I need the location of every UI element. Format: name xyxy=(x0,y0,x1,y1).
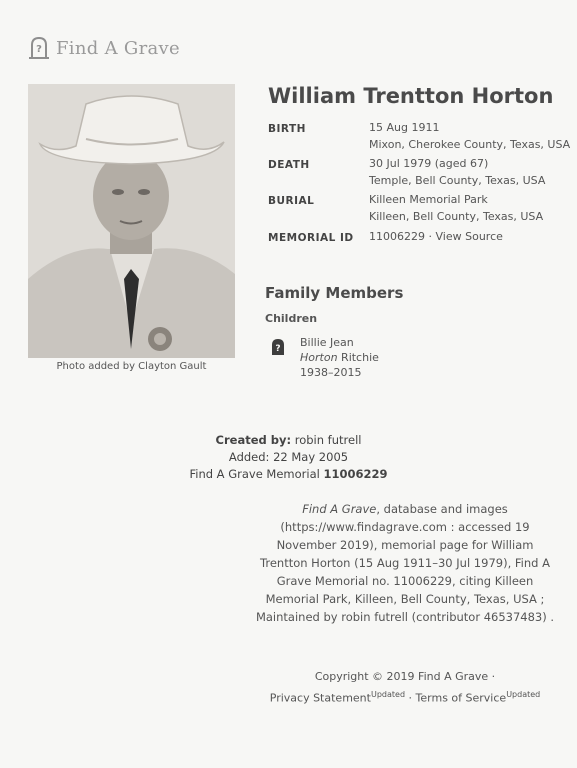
copyright: Copyright © 2019 Find A Grave · xyxy=(314,670,496,683)
memorial-id-value: 11006229 · View Source xyxy=(369,230,503,243)
child-first-name: Billie Jean xyxy=(300,336,354,349)
created-by-label: Created by: xyxy=(215,433,292,447)
terms-of-service-link[interactable]: Terms of Service xyxy=(415,691,507,705)
death-place: Temple, Bell County, Texas, USA xyxy=(369,174,546,187)
svg-text:?: ? xyxy=(275,344,281,354)
burial-value xyxy=(369,191,543,225)
memorial-text: Find A Grave Memorial xyxy=(189,467,320,481)
privacy-updated-badge: Updated xyxy=(370,690,406,699)
terms-updated-badge: Updated xyxy=(506,690,541,699)
citation-text: , database and images (https://www.findagrave.com : accessed 19 November 2019), memorial page for William Trentton Horton (15 Aug 1911–30 Jul 1979), Find A Grave Memorial no. 11006229, citing Killeen Memorial Park, Killeen, Bell County, Texas, USA ; Maintained by robin futrell (contributor 46537483) . xyxy=(255,502,555,624)
portrait-image xyxy=(28,84,235,358)
birth-label: BIRTH xyxy=(268,123,306,135)
citation xyxy=(255,500,555,626)
find-a-grave-logo-icon xyxy=(28,36,50,60)
birth-date: 15 Aug 1911 xyxy=(369,121,440,134)
children-label: Children xyxy=(265,312,318,325)
created-memorial-id: 11006229 xyxy=(323,467,388,481)
death-label: DEATH xyxy=(268,159,310,171)
added-date: Added: 22 May 2005 xyxy=(228,450,349,464)
memorial-id-label: MEMORIAL ID xyxy=(268,232,354,244)
footer-separator: · xyxy=(408,691,413,705)
question-headstone-icon xyxy=(270,338,286,356)
family-members-heading: Family Members xyxy=(265,284,404,302)
burial-location: Killeen, Bell County, Texas, USA xyxy=(369,210,544,223)
memorial-photo[interactable] xyxy=(28,84,235,358)
memorial-id: 11006229 xyxy=(369,230,425,243)
view-source-link[interactable]: View Source xyxy=(435,230,503,243)
citation-source: Find A Grave xyxy=(302,502,377,516)
death-date: 30 Jul 1979 (aged 67) xyxy=(369,157,489,170)
photo-caption: Photo added by Clayton Gault xyxy=(56,361,207,372)
child-surname xyxy=(300,350,379,365)
burial-place-link[interactable]: Killeen Memorial Park xyxy=(369,193,488,206)
privacy-statement-link[interactable]: Privacy Statement xyxy=(269,691,371,705)
burial-label: BURIAL xyxy=(268,195,315,207)
memorial-name: William Trentton Horton xyxy=(268,84,554,108)
birth-value xyxy=(369,119,570,153)
child-last-name: Ritchie xyxy=(341,351,379,364)
child-years: 1938–2015 xyxy=(300,366,362,379)
created-by-user[interactable]: robin futrell xyxy=(294,433,362,447)
child-maiden-name: Horton xyxy=(300,351,338,364)
created-info xyxy=(0,432,577,483)
svg-text:?: ? xyxy=(36,44,42,55)
death-value xyxy=(369,155,545,189)
logo-text: Find A Grave xyxy=(56,37,180,59)
child-entry[interactable] xyxy=(300,335,379,380)
footer xyxy=(255,668,555,708)
birth-place: Mixon, Cherokee County, Texas, USA xyxy=(369,138,571,151)
site-logo[interactable] xyxy=(28,36,180,60)
